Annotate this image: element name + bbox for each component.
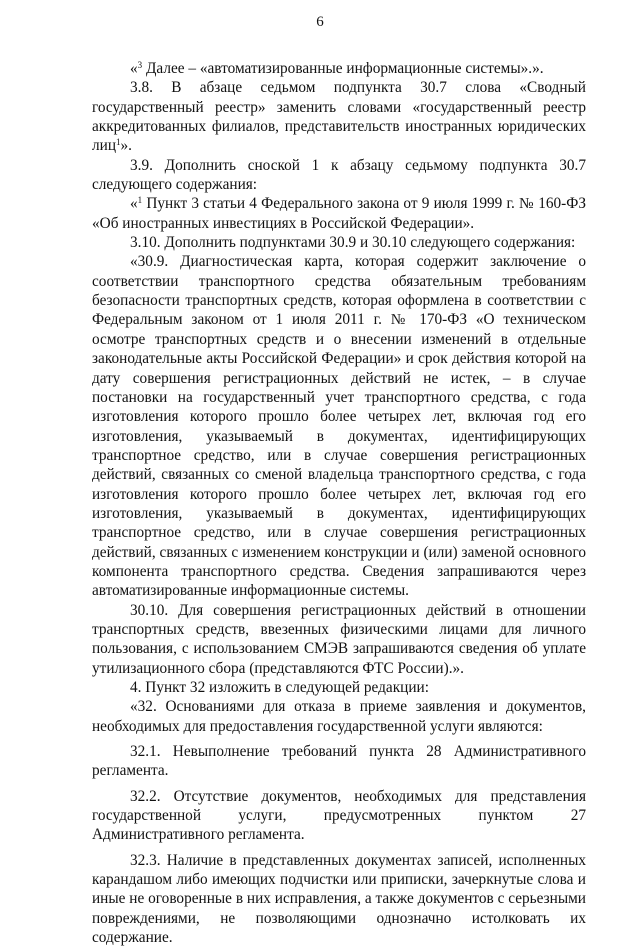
paragraph-30-9: «30.9. Диагностическая карта, которая содержит заключение о соответствии транспортного средства обязательным требованиям безопасности транспортных средств, которая оформлена в соответствии с Федеральным законом от 1 июля 2011 г. № 170-ФЗ «О техническом осмотре транспортных средств и о внесении изменений в отдельные законодательные акты Российской Федерации» и срок действия которой на дату совершения регистрационных действий не истек, – в случае постановки на государственный учет транспортного средства, с года изготовления которого прошло более четырех лет, включая год его изготовления, указываемый в документах, идентифицирующих транспортное средство, или в случае совершения регистрационных действий, связанных со сменой владельца транспортного средства, с года изготовления которого прошло более четырех лет, включая год его изготовления, указываемый в документах, идентифицирующих транспортное средство, или в случае совершения регистрационных действий, связанных с изменением конструкции и (или) заменой основного компонента транспортного средства. Сведения запрашиваются через автоматизированные информационные системы. [92, 253, 586, 600]
footnote-marker: 1 [116, 137, 121, 148]
paragraph-32-2: 32.2. Отсутствие документов, необходимых для представления государственной услуги, предусмотренных пунктом 27 Административного регламента. [92, 787, 586, 844]
paragraph-footnote-1-note: «$^1$ Пункт 3 статьи 4 Федерального закона от 9 июля 1999 г. № 160-ФЗ «Об иностранных инвестициях в Российской Федерации». [92, 195, 586, 232]
paragraph-3-8: 3.8. В абзаце седьмом подпункта 30.7 слова «Сводный государственный реестр» заменить словами «государственный реестр аккредитованных филиалов, представительств иностранных юридических лиц$^1$». [92, 79, 586, 155]
page-number: 6 [316, 14, 324, 30]
document-body [92, 59, 586, 947]
paragraph-30-10: 30.10. Для совершения регистрационных действий в отношении транспортных средств, ввезенных физическими лицами для личного пользования, с использованием СМЭВ запрашиваются сведения об уплате утилизационного сбора (представляются ФТС России).». [92, 601, 586, 677]
paragraph-item-4: 4. Пункт 32 изложить в следующей редакции: [130, 679, 429, 696]
paragraph-32-1: 32.1. Невыполнение требований пункта 28 Административного регламента. [92, 743, 586, 780]
paragraph-3-10: 3.10. Дополнить подпунктами 30.9 и 30.10 следующего содержания: [130, 234, 576, 252]
paragraph-footnote-3-note: «$^3$ Далее – «автоматизированные информационные системы».». [130, 60, 544, 77]
paragraph-32-3: 32.3. Наличие в представленных документах записей, исполненных карандашом либо имеющих подчистки или приписки, зачеркнутые слова и иные не оговоренные в них исправления, а также документов с серьезными повреждениями, не позволяющими однозначно истолковать их содержание. [92, 851, 586, 947]
footnote-marker: 1 [137, 195, 143, 206]
footnote-marker: 3 [137, 60, 143, 70]
paragraph-32: «32. Основаниями для отказа в приеме заявления и документов, необходимых для предоставления государственной услуги являются: [92, 698, 586, 735]
paragraph-3-9: 3.9. Дополнить сноской 1 к абзацу седьмому подпункта 30.7 следующего содержания: [92, 156, 586, 194]
